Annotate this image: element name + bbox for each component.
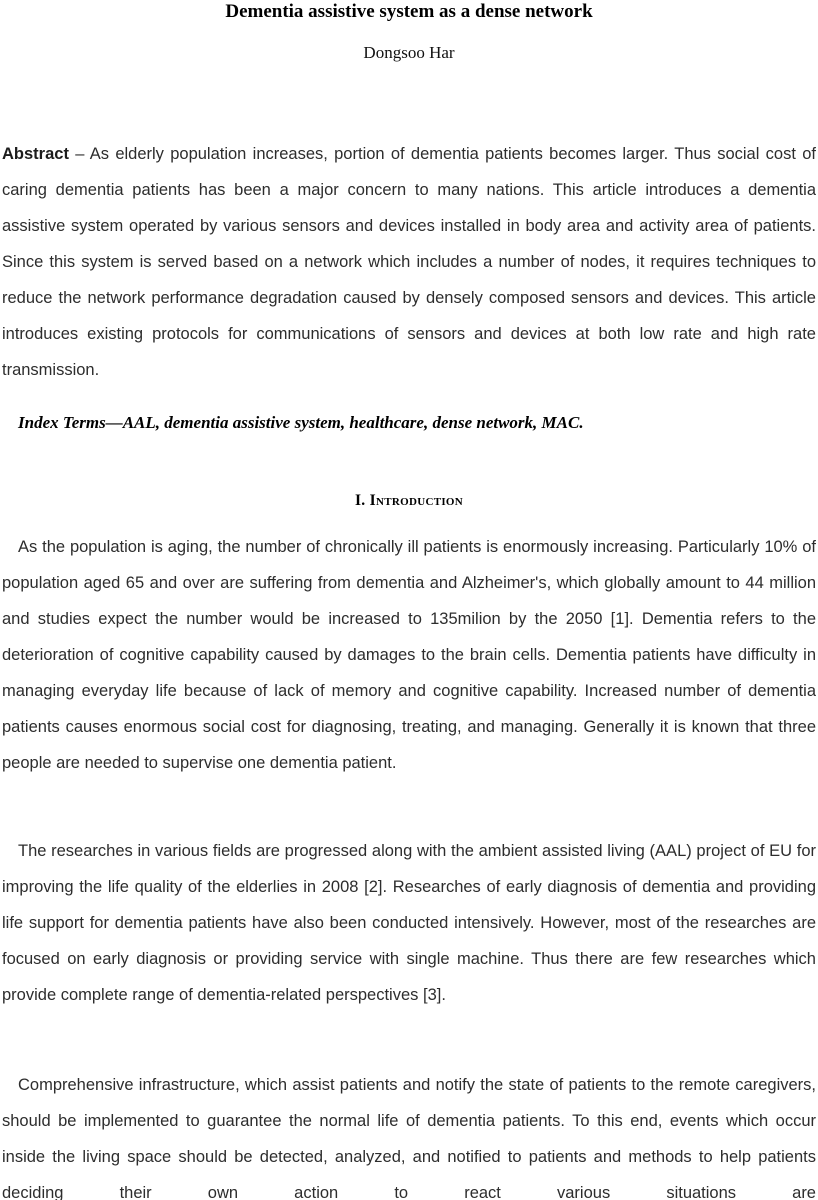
abstract-text: – As elderly population increases, portion of dementia patients becomes larger. Thus social cost of caring dementia patients has been a major concern to many nations. This article introduces a dementia assistive system operated by various sensors and devices installed in body area and activity area of patients. Since this system is served based on a network which includes a number of nodes, it requires techniques to reduce the network performance degradation caused by densely composed sensors and devices. This article introduces existing protocols for communications of sensors and devices at both low rate and high rate transmission. [2, 145, 816, 379]
abstract-paragraph [2, 136, 816, 388]
intro-paragraph-2: The researches in various fields are progressed along with the ambient assisted living (AAL) project of EU for improving the life quality of the elderlies in 2008 [2]. Researches of early diagnosis of dementia and providing life support for dementia patients have also been conducted intensively. However, most of the researches are focused on early diagnosis or providing service with single machine. Thus there are few researches which provide complete range of dementia-related perspectives [3]. [2, 842, 816, 1004]
intro-paragraph-1: As the population is aging, the number of chronically ill patients is enormously increasing. Particularly 10% of population aged 65 and over are suffering from dementia and Alzheimer's, which globally amount to 44 million and studies expect the number would be increased to 135milion by the 2050 [1]. Dementia refers to the deterioration of cognitive capability caused by damages to the brain cells. Dementia patients have difficulty in managing everyday life because of lack of memory and cognitive capability. Increased number of dementia patients causes enormous social cost for diagnosing, treating, and managing. Generally it is known that three people are needed to supervise one dementia patient. [2, 538, 816, 772]
intro-paragraph-3: Comprehensive infrastructure, which assist patients and notify the state of patients to the remote caregivers, should be implemented to guarantee the normal life of dementia patients. To this end, events which occur inside the living space should be detected, analyzed, and notified to patients and methods to help patients deciding their own action to react various situations are [2, 1076, 816, 1200]
paper-title: Dementia assistive system as a dense network [225, 1, 593, 22]
abstract-label: Abstract [2, 145, 69, 163]
index-terms: Index Terms—AAL, dementia assistive system, healthcare, dense network, MAC. [18, 413, 584, 432]
author-name: Dongsoo Har [363, 43, 455, 62]
section-heading-introduction: I. Introduction [354, 492, 464, 509]
